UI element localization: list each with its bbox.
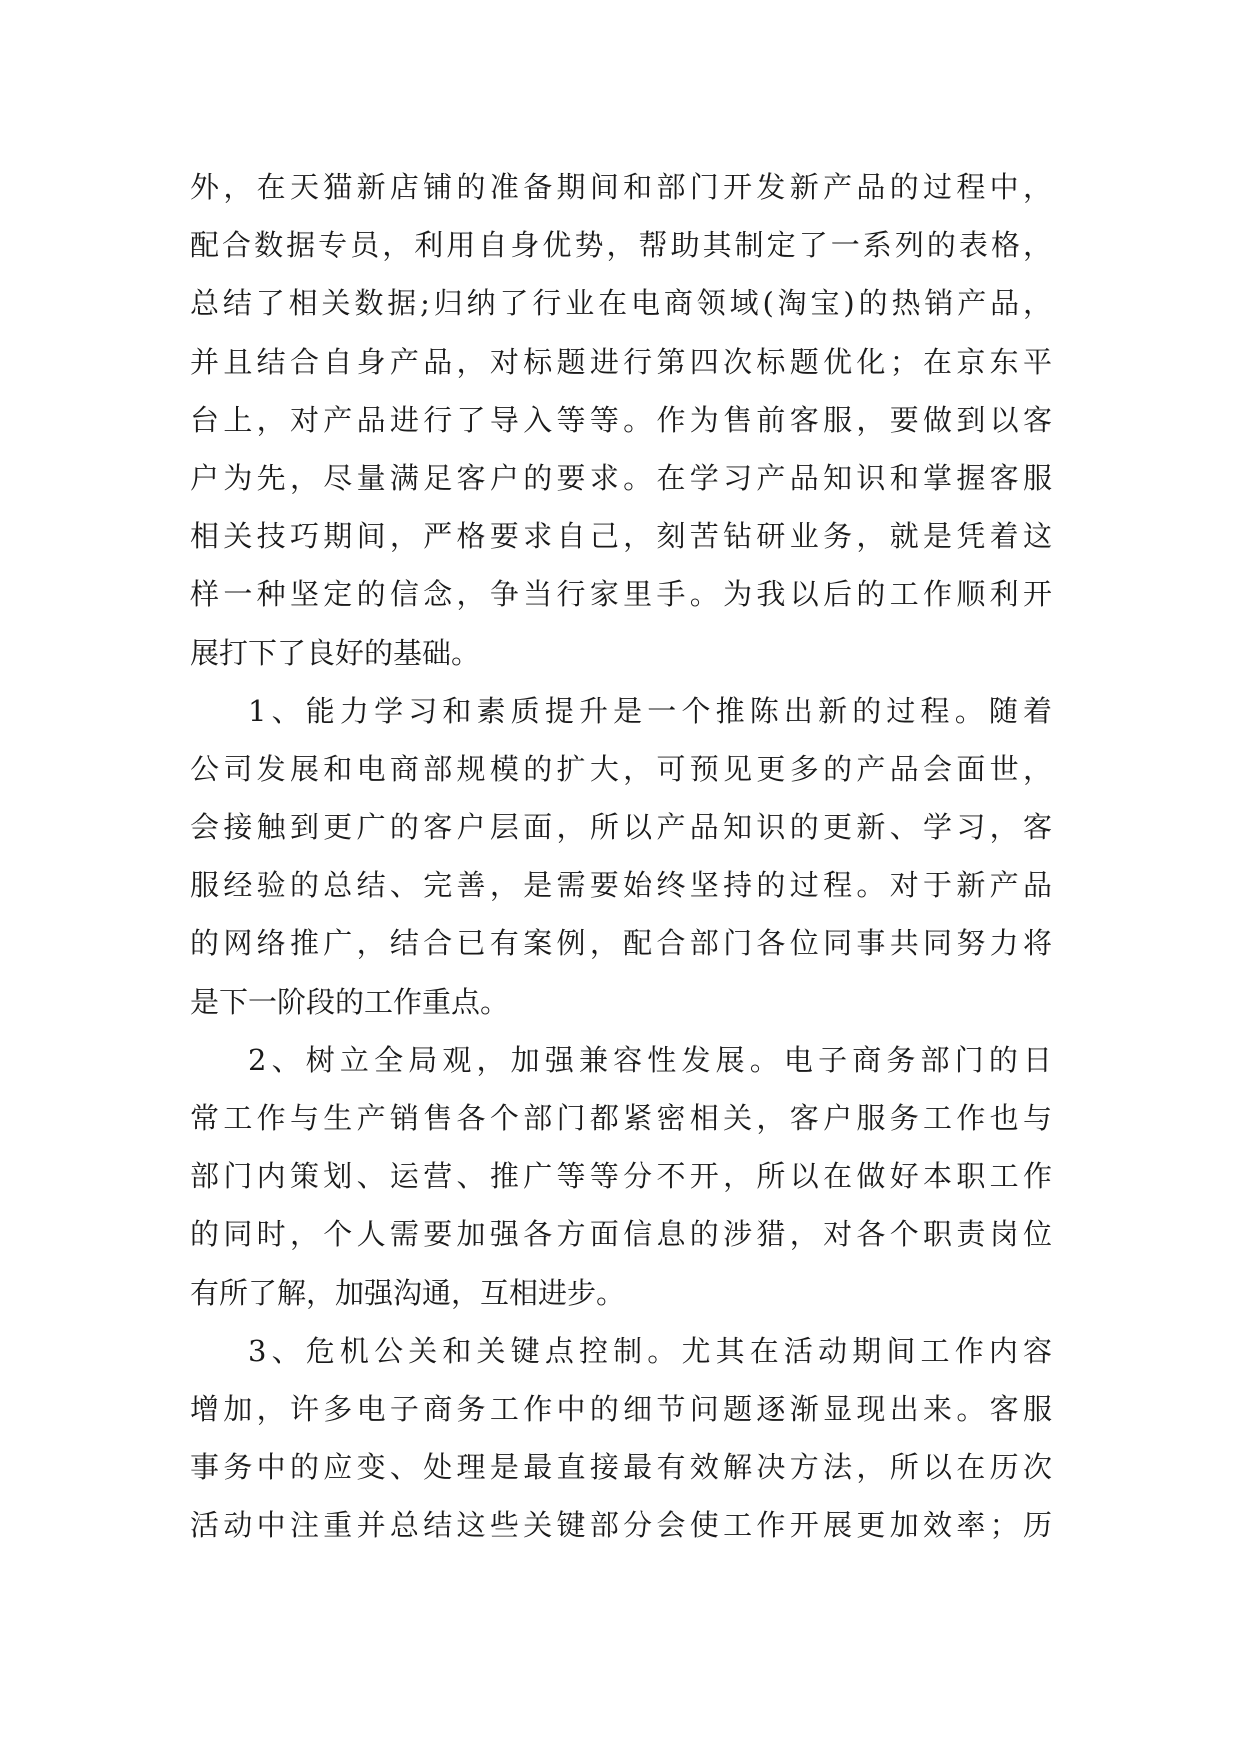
text-line: 的网络推广，结合已有案例，配合部门各位同事共同努力将 [190,926,1052,961]
text-line: 活动中注重并总结这些关键部分会使工作开展更加效率；历 [190,1508,1052,1543]
text-line: 展打下了良好的基础。 [190,635,481,670]
text-line: 台上，对产品进行了导入等等。作为售前客服，要做到以客 [190,402,1052,437]
text-line: 是下一阶段的工作重点。 [190,984,510,1019]
text-line: 的同时，个人需要加强各方面信息的涉猎，对各个职责岗位 [190,1217,1052,1252]
text-line: 样一种坚定的信念，争当行家里手。为我以后的工作顺利开 [190,577,1052,612]
paragraph-first-line: 1、能力学习和素质提升是一个推陈出新的过程。随着 [248,693,1052,728]
text-line: 配合数据专员，利用自身优势，帮助其制定了一系列的表格， [190,228,1052,263]
text-line: 相关技巧期间，严格要求自己，刻苦钻研业务，就是凭着这 [190,519,1052,554]
text-line: 外，在天猫新店铺的准备期间和部门开发新产品的过程中， [190,170,1052,204]
text-line: 常工作与生产销售各个部门都紧密相关，客户服务工作也与 [190,1101,1052,1135]
paragraph-first-line: 3、危机公关和关键点控制。尤其在活动期间工作内容 [248,1333,1052,1368]
paragraph-first-line: 2、树立全局观，加强兼容性发展。电子商务部门的日 [248,1042,1052,1077]
text-line: 事务中的应变、处理是最直接最有效解决方法，所以在历次 [190,1450,1052,1485]
text-line: 并且结合自身产品，对标题进行第四次标题优化；在京东平 [190,344,1052,379]
text-line: 部门内策划、运营、推广等等分不开，所以在做好本职工作 [190,1159,1052,1194]
document-body [190,158,1052,1555]
text-line: 增加，许多电子商务工作中的细节问题逐渐显现出来。客服 [190,1391,1052,1426]
text-line: 总结了相关数据;归纳了行业在电商领域(淘宝)的热销产品， [190,286,1052,321]
text-line: 会接触到更广的客户层面，所以产品知识的更新、学习，客 [190,810,1052,845]
text-line: 公司发展和电商部规模的扩大，可预见更多的产品会面世， [190,751,1052,786]
text-line: 户为先，尽量满足客户的要求。在学习产品知识和掌握客服 [190,460,1052,495]
text-line: 服经验的总结、完善，是需要始终坚持的过程。对于新产品 [190,868,1052,903]
text-line: 有所了解，加强沟通，互相进步。 [190,1275,626,1310]
